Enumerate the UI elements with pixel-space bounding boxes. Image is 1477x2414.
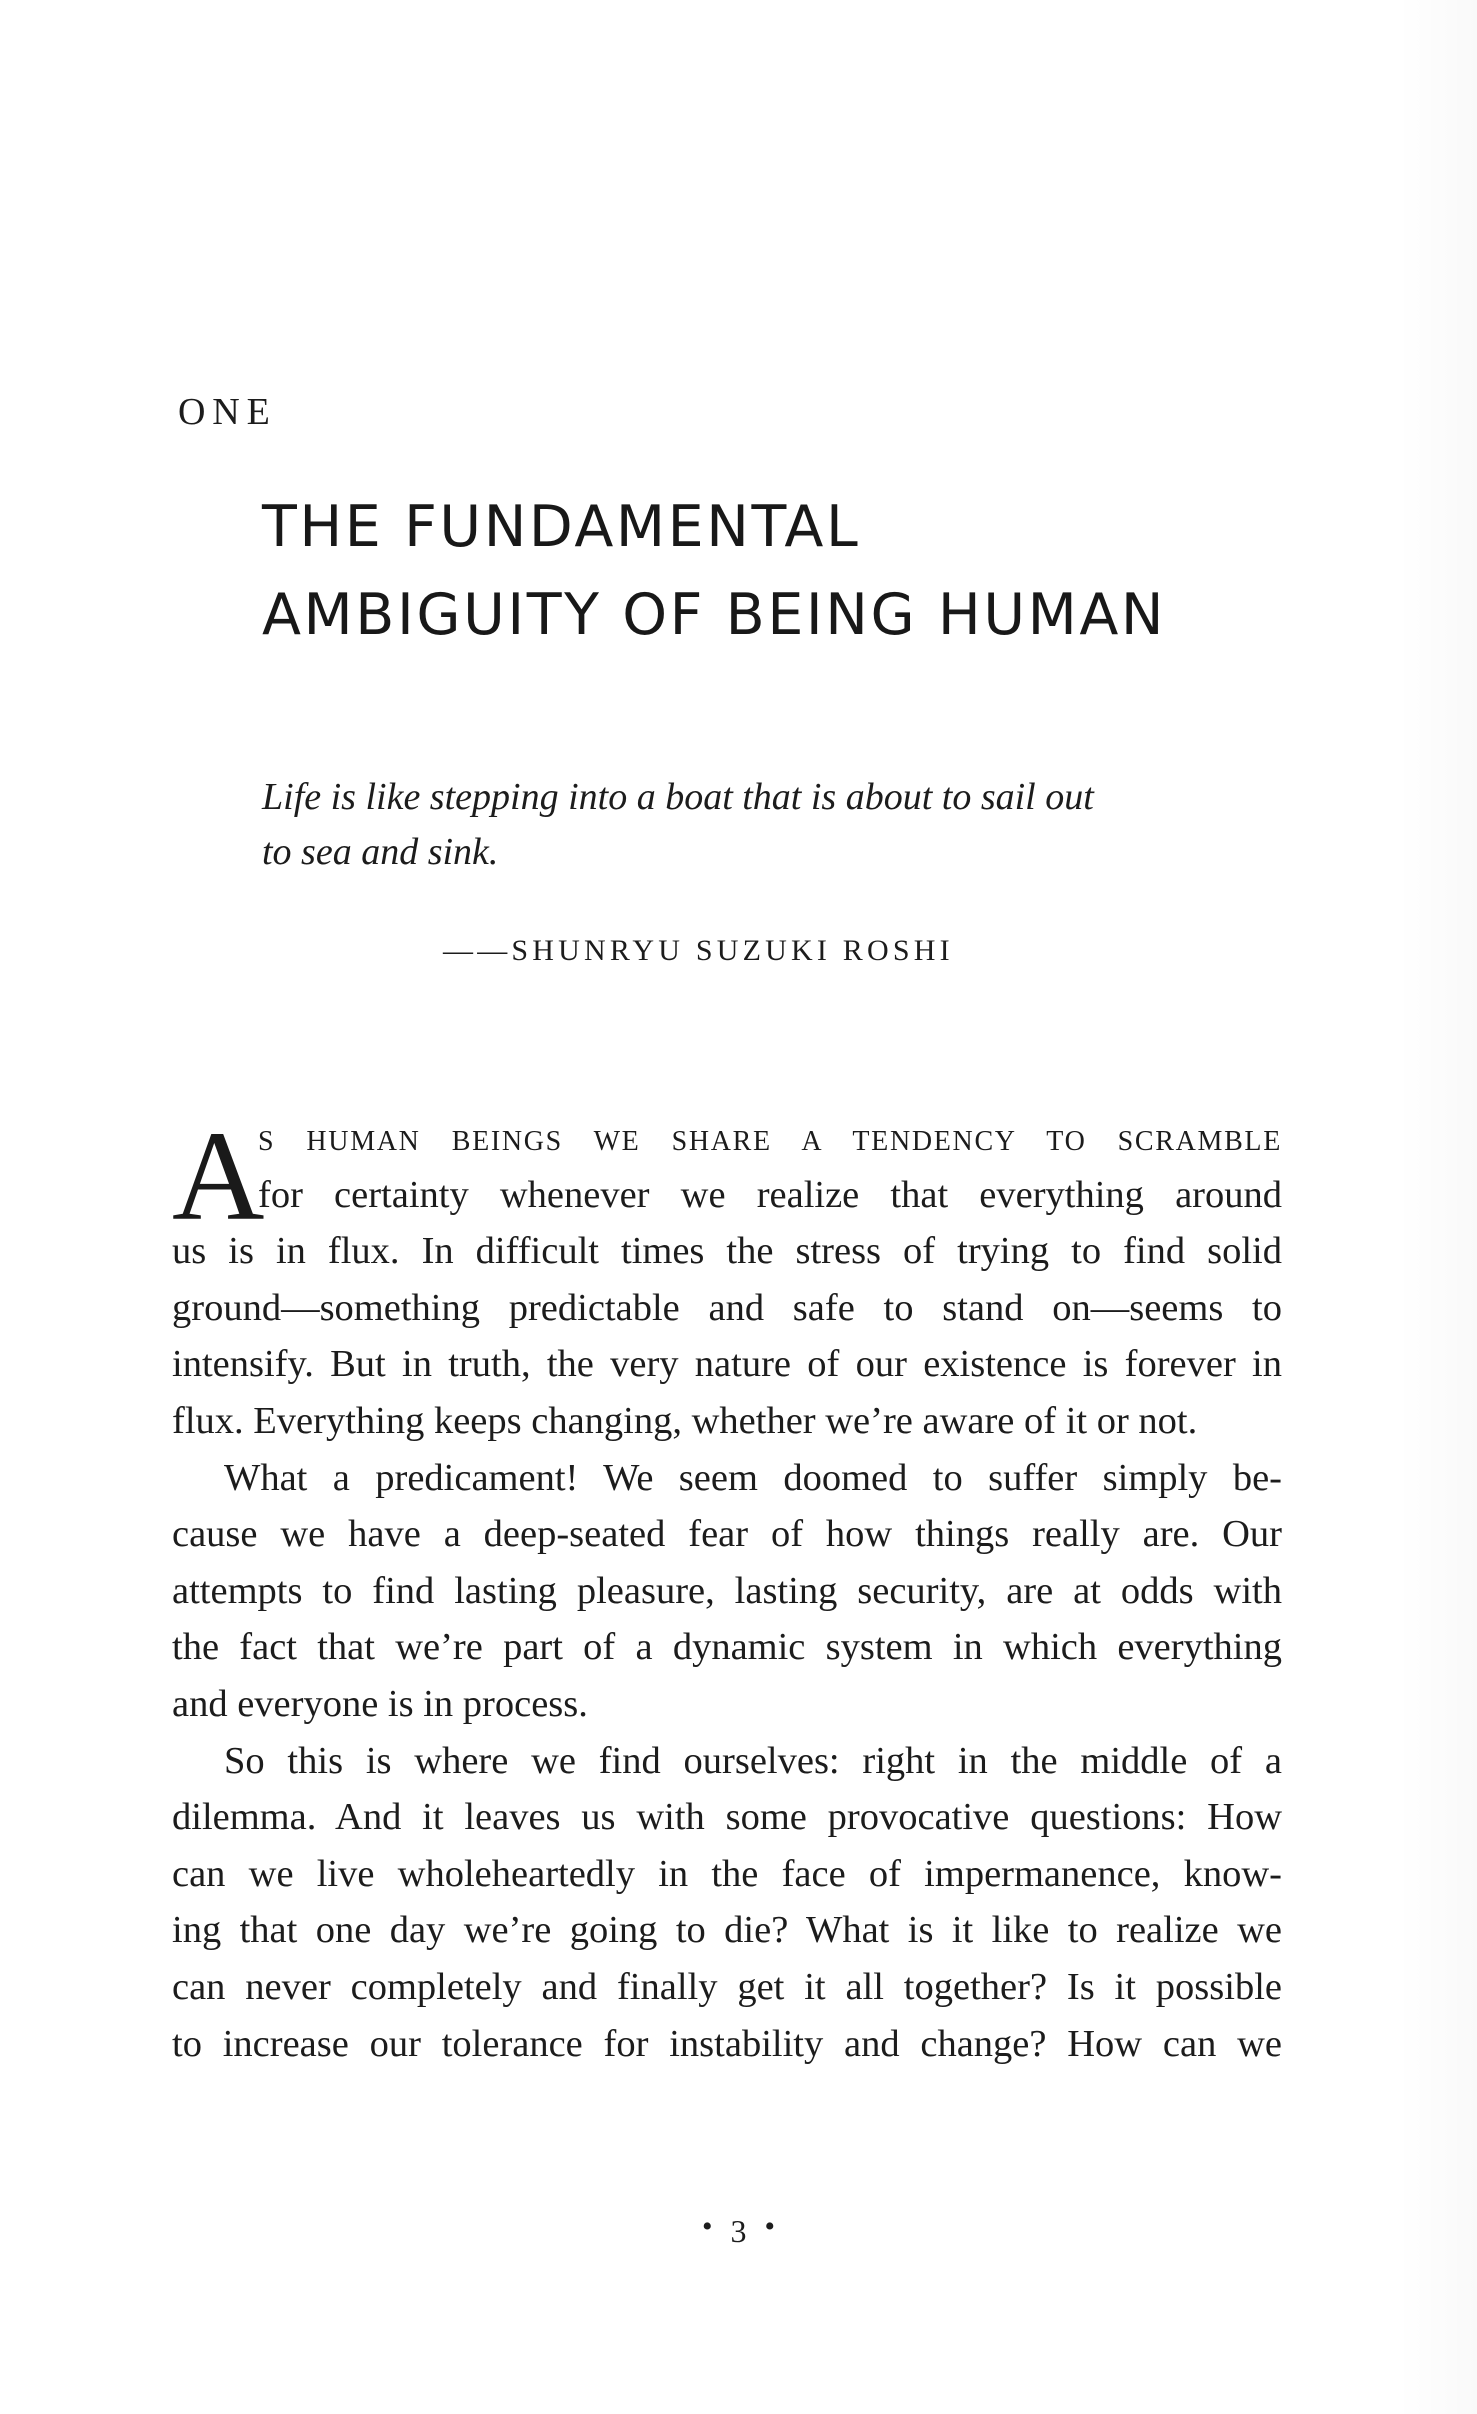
body-line: and everyone is in process. (172, 1682, 588, 1725)
epigraph-attribution: ——SHUNRYU SUZUKI ROSHI (443, 934, 954, 967)
footer-bullet-left: • (701, 2210, 713, 2243)
body-line: dilemma. And it leaves us with some provocative questions: How (172, 1796, 1282, 1839)
body-line: for certainty whenever we realize that everything around (258, 1173, 1282, 1216)
body-line: the fact that we’re part of a dynamic system in which everything (172, 1626, 1282, 1669)
epigraph-line: to sea and sink. (262, 831, 499, 873)
footer-bullet-right: • (764, 2210, 776, 2243)
chapter-title-line: THE FUNDAMENTAL (262, 494, 861, 560)
epigraph-quote (262, 770, 1262, 880)
drop-cap: A (172, 1105, 265, 1247)
epigraph-line: Life is like stepping into a boat that is about to sail out (262, 776, 1094, 818)
body-line: ground—something predictable and safe to stand on—seems to (172, 1286, 1282, 1329)
body-line: attempts to find lasting pleasure, lasting security, are at odds with (172, 1569, 1282, 1612)
body-line: So this is where we find ourselves: right in the middle of a (224, 1739, 1282, 1782)
body-line: can we live wholeheartedly in the face of impermanence, know- (172, 1852, 1282, 1895)
body-line: to increase our tolerance for instability and change? How can we (172, 2022, 1282, 2065)
body-text (172, 1105, 1282, 2072)
body-line: flux. Everything keeps changing, whether we’re aware of it or not. (172, 1399, 1198, 1442)
chapter-number: ONE (178, 391, 277, 433)
body-line (172, 1110, 1282, 1167)
page-footer (0, 2212, 1477, 2247)
body-line: us is in flux. In difficult times the stress of trying to find solid (172, 1230, 1282, 1273)
opening-smallcaps: S HUMAN BEINGS WE SHARE A TENDENCY TO SCRAMBLE (258, 1126, 1282, 1157)
body-line: can never completely and finally get it all together? Is it possible (172, 1965, 1282, 2008)
chapter-title (262, 483, 1362, 659)
body-line: intensify. But in truth, the very nature of our existence is forever in (172, 1343, 1282, 1386)
page-edge-shadow (1397, 0, 1477, 2414)
body-line: cause we have a deep-seated fear of how things really are. Our (172, 1513, 1282, 1556)
body-line: What a predicament! We seem doomed to suffer simply be- (224, 1456, 1282, 1499)
body-line: ing that one day we’re going to die? What is it like to realize we (172, 1909, 1282, 1952)
chapter-title-line: AMBIGUITY OF BEING HUMAN (262, 582, 1167, 648)
page-number: 3 (730, 2213, 747, 2249)
